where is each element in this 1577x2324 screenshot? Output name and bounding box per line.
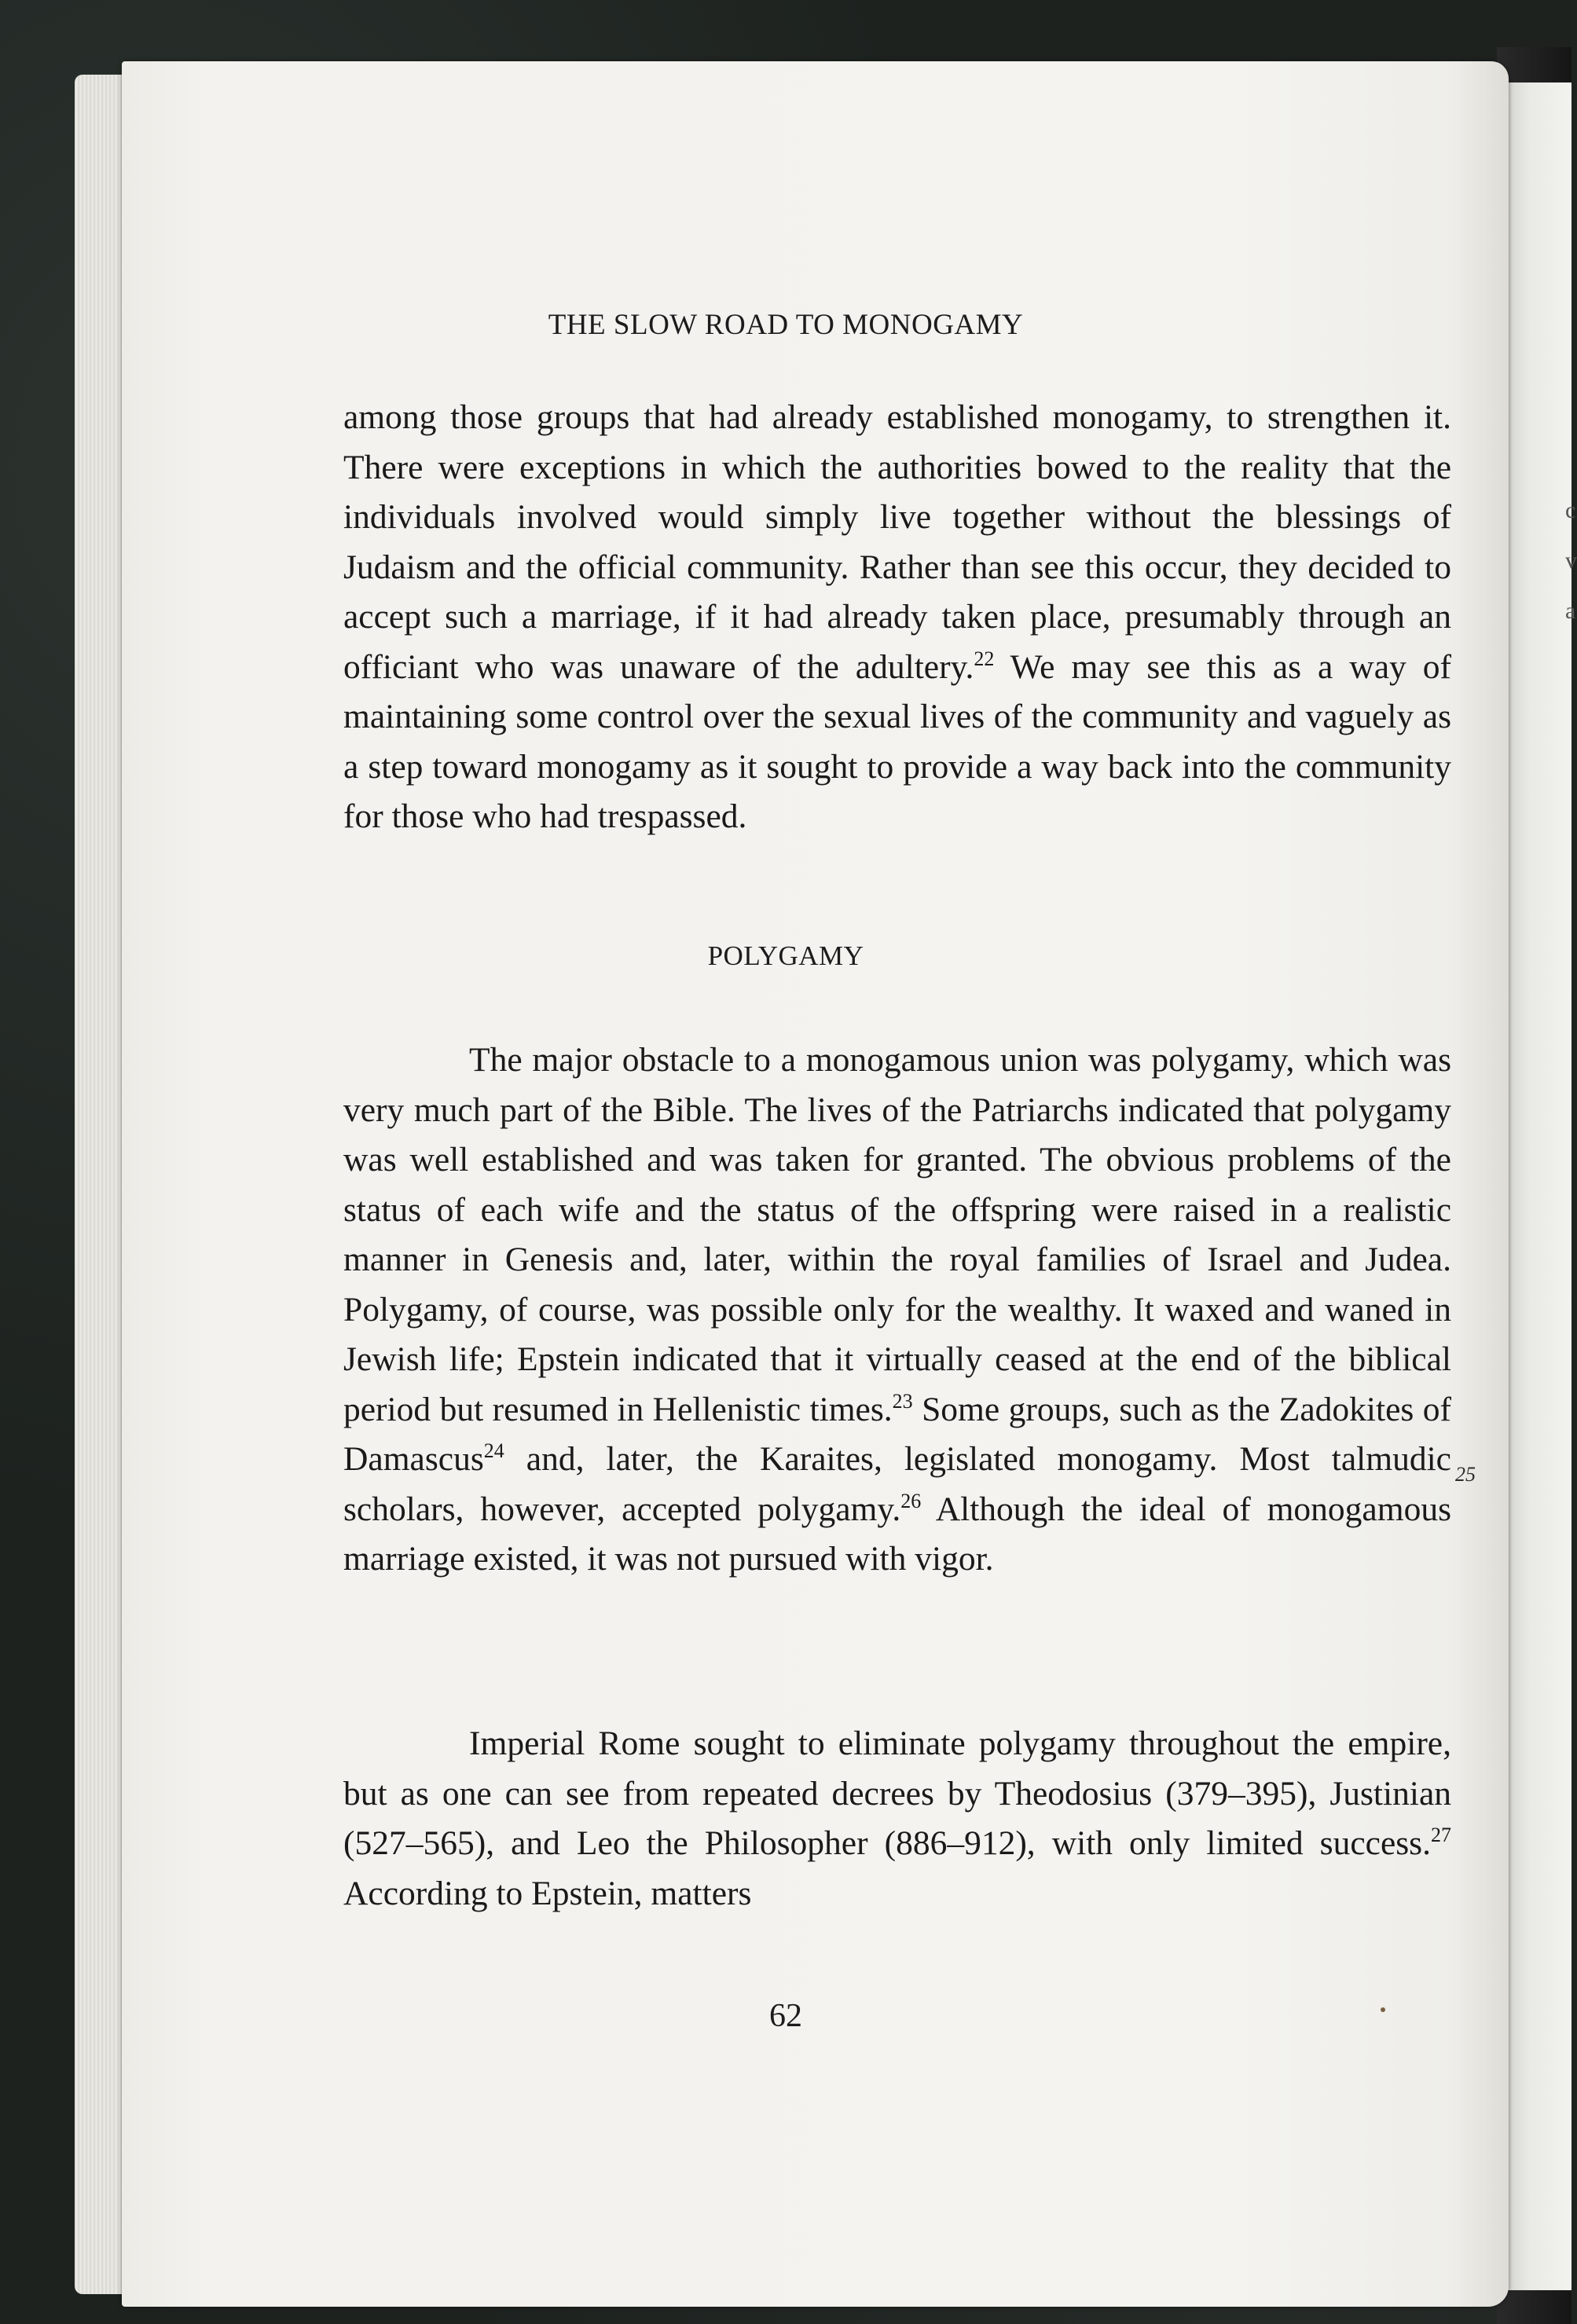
peek-glyph: a (1565, 598, 1576, 624)
footnote-ref: 26 (900, 1489, 922, 1512)
peek-glyph: v (1565, 548, 1577, 574)
page-number: 62 (769, 1998, 802, 2034)
running-head: THE SLOW ROAD TO MONOGAMY (548, 309, 1024, 341)
footnote-ref: 23 (892, 1389, 913, 1413)
paragraph-1: among those groups that had already established monogamy, to strengthen it. There were exceptions in which the authorities bowed to the reality that the individuals involved would simply live together without the blessings of Judaism and the official community. Rather than see this occur, they decided to accept such a marriage, if it had already taken place, presumably through an officiant who was unaware of the adultery.$^{22}$ We may see this as a way of maintaining some control over the sexual lives of the community and vaguely as a step toward monogamy as it sought to provide a way back into the community for those who had trespassed. (343, 398, 1451, 835)
paragraph-2: The major obstacle to a monogamous union was polygamy, which was very much part of the Bible. The lives of the Patriarchs indicated that polygamy was well established and was taken for granted. The obvious problems of the status of each wife and the status of the offspring were raised in a realistic manner in Genesis and, later, within the royal families of Israel and Judea. Polygamy, of course, was possible only for the wealthy. It waxed and waned in Jewish life; Epstein indicated that it virtually ceased at the end of the biblical period but resumed in Hellenistic times.$^{23}$ Some groups, such as the Zadokites of Damascus$^{24}$ and, later, the Karaites, legislated monogamy. Most talmudic scholars, however, accepted polygamy.$^{26}$ Although the ideal of monogamous marriage existed, it was not pursued with vigor. (343, 1041, 1452, 1578)
footnote-ref: 22 (974, 647, 995, 670)
paragraph-3: Imperial Rome sought to eliminate polygamy throughout the empire, but as one can see from repeated decrees by Theodosius (379–395), Justinian (527–565), and Leo the Philosopher (886–912), with only limited success.$^{27}$ According to Epstein, matters (343, 1725, 1451, 1912)
footnote-ref: 24 (483, 1439, 504, 1462)
section-heading: POLYGAMY (707, 940, 864, 971)
margin-footnote-mark: 25 (1455, 1463, 1476, 1486)
dust-speck (1381, 2007, 1385, 2012)
footnote-ref: 27 (1431, 1824, 1451, 1846)
peek-glyph: c (1565, 497, 1576, 523)
next-page-edge (1501, 82, 1577, 2290)
